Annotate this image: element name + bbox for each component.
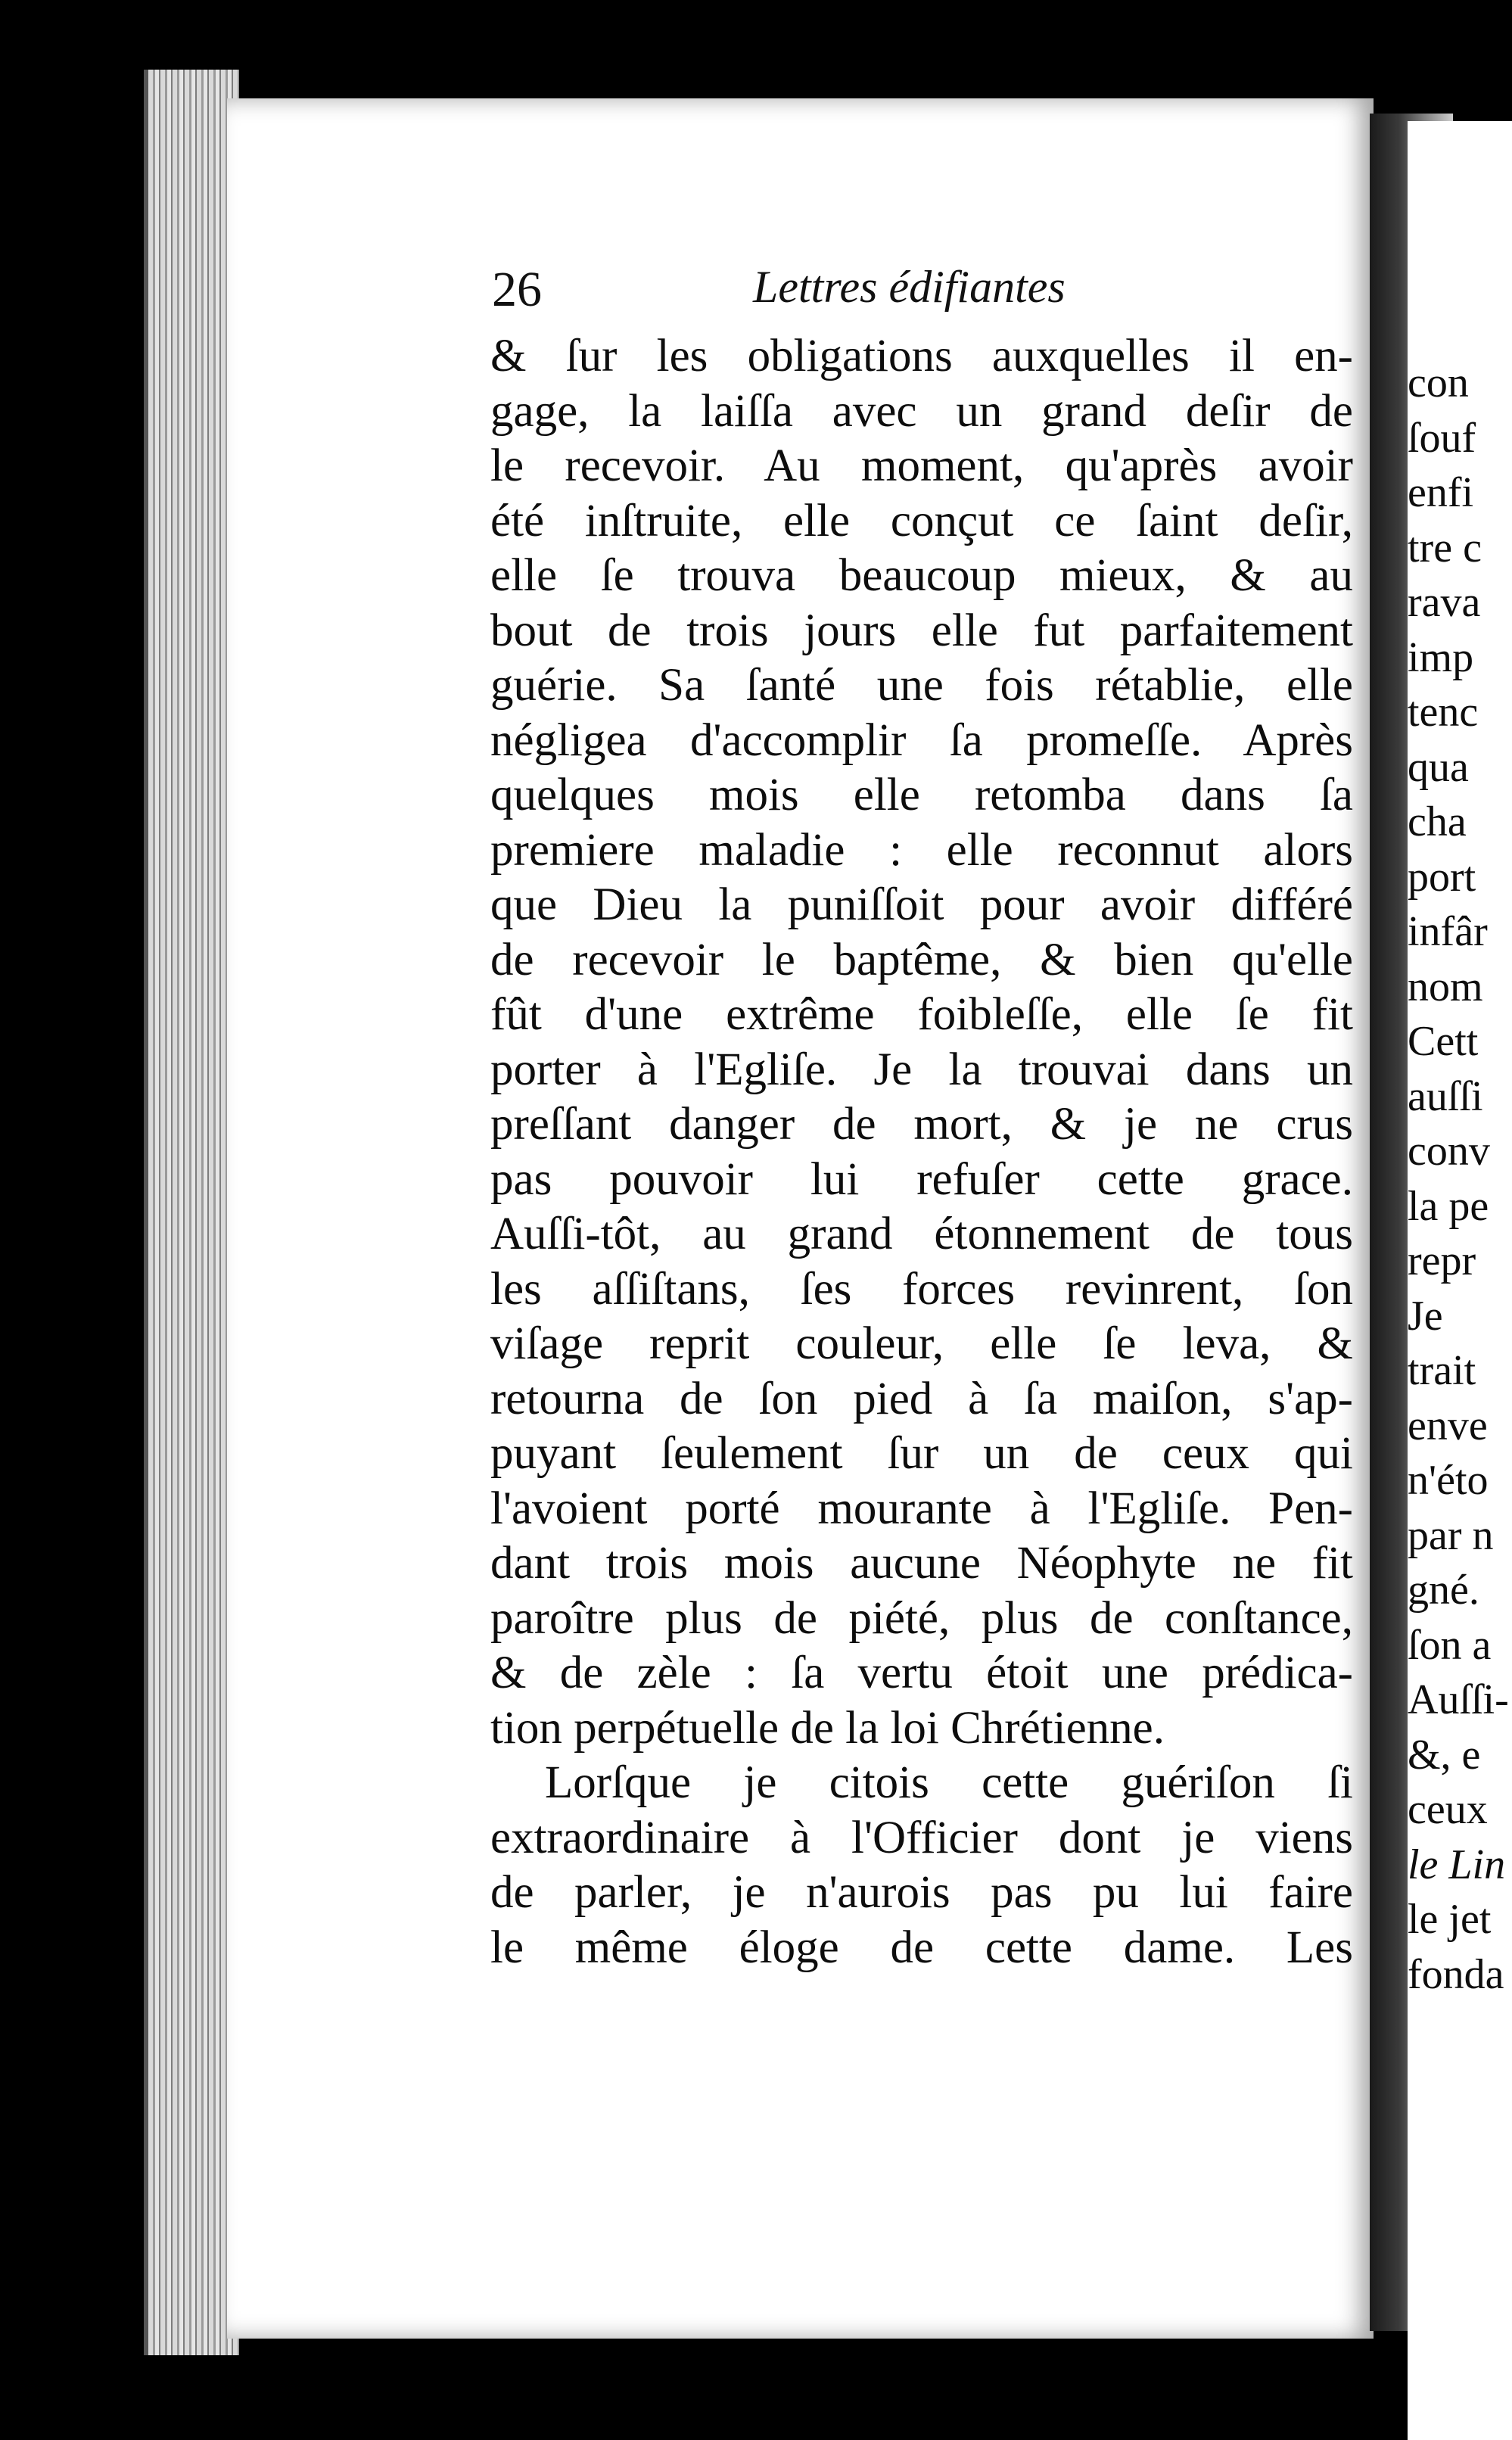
text-line: guérie. Sa ſanté une fois rétablie, elle <box>490 660 1353 711</box>
fragment-line: con <box>1408 359 1469 406</box>
fragment-line: tre c <box>1408 524 1482 571</box>
fragment-line: qua <box>1408 743 1469 791</box>
fragment-line: par n <box>1408 1511 1494 1559</box>
text-line: que Dieu la puniſſoit pour avoir différé <box>490 879 1353 930</box>
book-edge <box>144 70 239 2355</box>
text-line: le recevoir. Au moment, qu'après avoir <box>490 440 1353 491</box>
fragment-line: fonda <box>1408 1950 1504 1998</box>
text-line: puyant ſeulement ſur un de ceux qui <box>490 1428 1353 1479</box>
fragment-line: Auſſi- <box>1408 1676 1509 1723</box>
text-line: elle ſe trouva beaucoup mieux, & au <box>490 550 1353 601</box>
fragment-line: imp <box>1408 633 1474 681</box>
text-line: extraordinaire à l'Officier dont je viens <box>490 1812 1353 1863</box>
fragment-line: infâr <box>1408 908 1488 955</box>
fragment-line: cha <box>1408 798 1467 845</box>
fragment-line: Je <box>1408 1292 1443 1340</box>
fragment-line: nom <box>1408 963 1483 1010</box>
fragment-line: auſſi <box>1408 1072 1483 1120</box>
fragment-line: la pe <box>1408 1182 1489 1230</box>
text-line: viſage reprit couleur, elle ſe leva, & <box>490 1318 1353 1369</box>
text-line: & de zèle : ſa vertu étoit une prédica- <box>490 1648 1353 1698</box>
text-line: premiere maladie : elle reconnut alors <box>490 824 1353 876</box>
fragment-line: trait <box>1408 1347 1476 1394</box>
fragment-line: enve <box>1408 1402 1488 1449</box>
fragment-line: le jet <box>1408 1896 1492 1943</box>
text-line: le même éloge de cette dame. Les <box>490 1922 1353 1973</box>
fragment-line: &, e <box>1408 1731 1481 1779</box>
fragment-line: enfi <box>1408 469 1474 516</box>
fragment-line: port <box>1408 853 1476 901</box>
text-line: retourna de ſon pied à ſa maiſon, s'ap- <box>490 1373 1353 1424</box>
page-number: 26 <box>492 262 542 317</box>
text-line: l'avoient porté mourante à l'Egliſe. Pen- <box>490 1483 1353 1534</box>
text-line: preſſant danger de mort, & je ne crus <box>490 1099 1353 1150</box>
text-line: les aſſiſtans, ſes forces revinrent, ſon <box>490 1263 1353 1315</box>
text-line: négligea d'accomplir ſa promeſſe. Après <box>490 714 1353 766</box>
page-header <box>492 261 1351 329</box>
text-line: été inſtruite, elle conçut ce ſaint deſir, <box>490 495 1353 546</box>
fragment-line: Cett <box>1408 1018 1479 1065</box>
body-text <box>490 329 1353 1975</box>
fragment-line: repr <box>1408 1237 1476 1284</box>
fragment-line: conv <box>1408 1128 1490 1175</box>
text-line: quelques mois elle retomba dans ſa <box>490 770 1353 820</box>
fragment-line: ſouf <box>1408 414 1476 462</box>
text-line: dant trois mois aucune Néophyte ne fit <box>490 1538 1353 1589</box>
fragment-line: ſon a <box>1408 1621 1492 1669</box>
text-line: tion perpétuelle de la loi Chrétienne. <box>490 1702 1165 1754</box>
text-line: Lorſque je citois cette guériſon ſi <box>545 1757 1353 1808</box>
running-title: Lettres édifiantes <box>753 262 1066 312</box>
text-line: Auſſi-tôt, au grand étonnement de tous <box>490 1209 1353 1259</box>
fragment-line: n'éto <box>1408 1457 1489 1504</box>
text-line: gage, la laiſſa avec un grand deſir de <box>490 385 1353 437</box>
text-line: & ſur les obligations auxquelles il en- <box>490 331 1353 381</box>
text-line: de parler, je n'aurois pas pu lui faire <box>490 1867 1353 1918</box>
fragment-line: rava <box>1408 579 1481 626</box>
text-line: fût d'une extrême foibleſſe, elle ſe fit <box>490 989 1353 1040</box>
right-page-text <box>1408 356 1512 2002</box>
text-line: bout de trois jours elle fut parfaitement <box>490 605 1353 656</box>
fragment-line: tenc <box>1408 689 1479 736</box>
text-line: de recevoir le baptême, & bien qu'elle <box>490 934 1353 985</box>
fragment-line: ceux <box>1408 1786 1488 1833</box>
text-line: paroître plus de piété, plus de conſtance, <box>490 1592 1353 1644</box>
text-line: pas pouvoir lui refuſer cette grace. <box>490 1153 1353 1205</box>
text-line: porter à l'Egliſe. Je la trouvai dans un <box>490 1044 1353 1095</box>
fragment-line: le Lin <box>1408 1841 1506 1888</box>
fragment-line: gné. <box>1408 1567 1479 1614</box>
